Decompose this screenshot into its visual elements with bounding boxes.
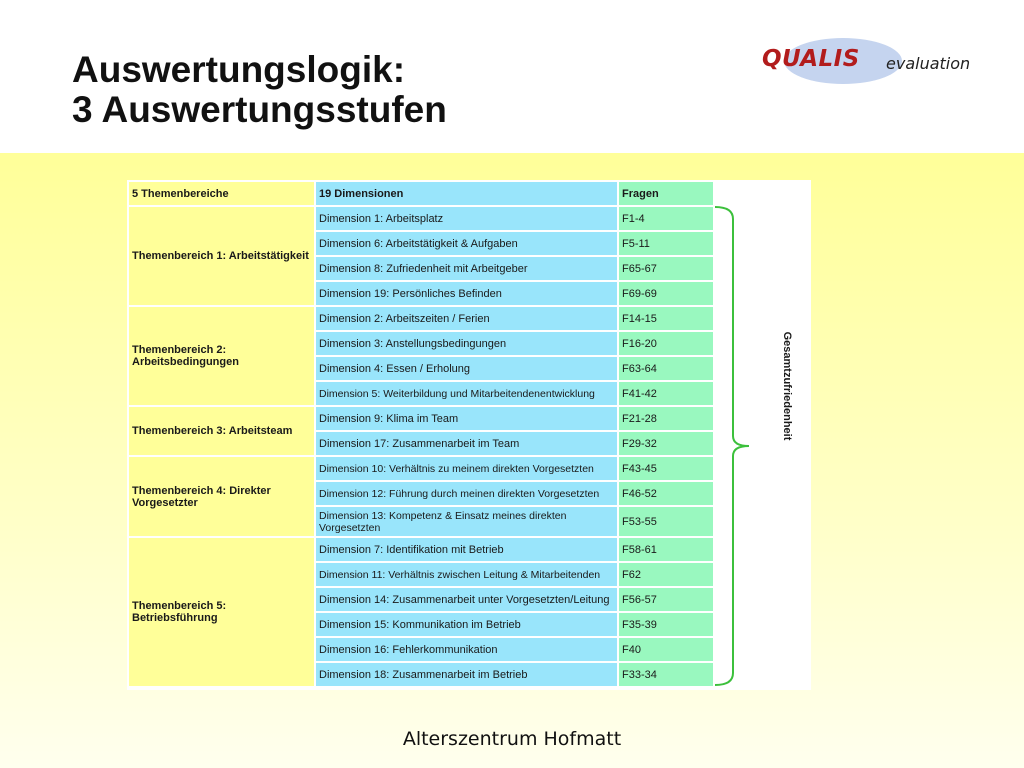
slide-title-line-2: 3 Auswertungsstufen (72, 89, 447, 130)
dimension-cell: Dimension 2: Arbeitszeiten / Ferien (315, 306, 618, 331)
questions-cell: F35-39 (618, 612, 714, 637)
questions-cell: F58-61 (618, 537, 714, 562)
dimension-cell: Dimension 15: Kommunikation im Betrieb (315, 612, 618, 637)
dimension-cell: Dimension 7: Identifikation mit Betrieb (315, 537, 618, 562)
evaluation-panel (127, 180, 811, 690)
theme-area-cell: Themenbereich 3: Arbeitsteam (128, 406, 315, 456)
dimension-cell: Dimension 18: Zusammenarbeit im Betrieb (315, 662, 618, 687)
questions-cell: F63-64 (618, 356, 714, 381)
logo-tagline: evaluation (886, 54, 971, 73)
questions-cell: F5-11 (618, 231, 714, 256)
dimension-cell: Dimension 13: Kompetenz & Einsatz meines direkten Vorgesetzten (315, 506, 618, 537)
questions-cell: F21-28 (618, 406, 714, 431)
overall-bracket (127, 180, 811, 690)
questions-cell: F53-55 (618, 506, 714, 537)
questions-cell: F1-4 (618, 206, 714, 231)
dimension-cell: Dimension 5: Weiterbildung und Mitarbeitendenentwicklung (315, 381, 618, 406)
questions-cell: F40 (618, 637, 714, 662)
bracket-curve (715, 207, 749, 685)
dimension-cell: Dimension 3: Anstellungsbedingungen (315, 331, 618, 356)
dimension-cell: Dimension 1: Arbeitsplatz (315, 206, 618, 231)
questions-cell: F65-67 (618, 256, 714, 281)
theme-area-cell: Themenbereich 5: Betriebsführung (128, 537, 315, 687)
header-dimensionen: 19 Dimensionen (315, 181, 618, 206)
dimension-cell: Dimension 14: Zusammenarbeit unter Vorgesetzten/Leitung (315, 587, 618, 612)
dimension-cell: Dimension 8: Zufriedenheit mit Arbeitgeber (315, 256, 618, 281)
theme-area-cell: Themenbereich 1: Arbeitstätigkeit (128, 206, 315, 306)
footer-organization: Alterszentrum Hofmatt (402, 728, 622, 750)
questions-cell: F43-45 (618, 456, 714, 481)
dimension-cell: Dimension 17: Zusammenarbeit im Team (315, 431, 618, 456)
header-themenbereiche: 5 Themenbereiche (128, 181, 315, 206)
questions-cell: F62 (618, 562, 714, 587)
questions-cell: F16-20 (618, 331, 714, 356)
dimension-cell: Dimension 6: Arbeitstätigkeit & Aufgaben (315, 231, 618, 256)
dimension-cell: Dimension 9: Klima im Team (315, 406, 618, 431)
header-fragen: Fragen (618, 181, 714, 206)
dimension-cell: Dimension 12: Führung durch meinen direkten Vorgesetzten (315, 481, 618, 506)
dimension-cell: Dimension 16: Fehlerkommunikation (315, 637, 618, 662)
logo-brand-text: QUALIS (762, 46, 860, 72)
theme-area-cell: Themenbereich 4: Direkter Vorgesetzter (128, 456, 315, 537)
questions-cell: F69-69 (618, 281, 714, 306)
theme-area-cell: Themenbereich 2: Arbeitsbedingungen (128, 306, 315, 406)
slide-title (72, 50, 447, 130)
questions-cell: F29-32 (618, 431, 714, 456)
questions-cell: F46-52 (618, 481, 714, 506)
slide-title-line-1: Auswertungslogik: (72, 49, 406, 90)
dimension-cell: Dimension 10: Verhältnis zu meinem direkten Vorgesetzten (315, 456, 618, 481)
questions-cell: F56-57 (618, 587, 714, 612)
overall-satisfaction-label: Gesamtzufriedenheit (781, 331, 793, 441)
dimension-cell: Dimension 4: Essen / Erholung (315, 356, 618, 381)
dimension-cell: Dimension 11: Verhältnis zwischen Leitung & Mitarbeitenden (315, 562, 618, 587)
questions-cell: F33-34 (618, 662, 714, 687)
dimension-cell: Dimension 19: Persönliches Befinden (315, 281, 618, 306)
questions-cell: F41-42 (618, 381, 714, 406)
questions-cell: F14-15 (618, 306, 714, 331)
qualis-logo (760, 36, 990, 86)
